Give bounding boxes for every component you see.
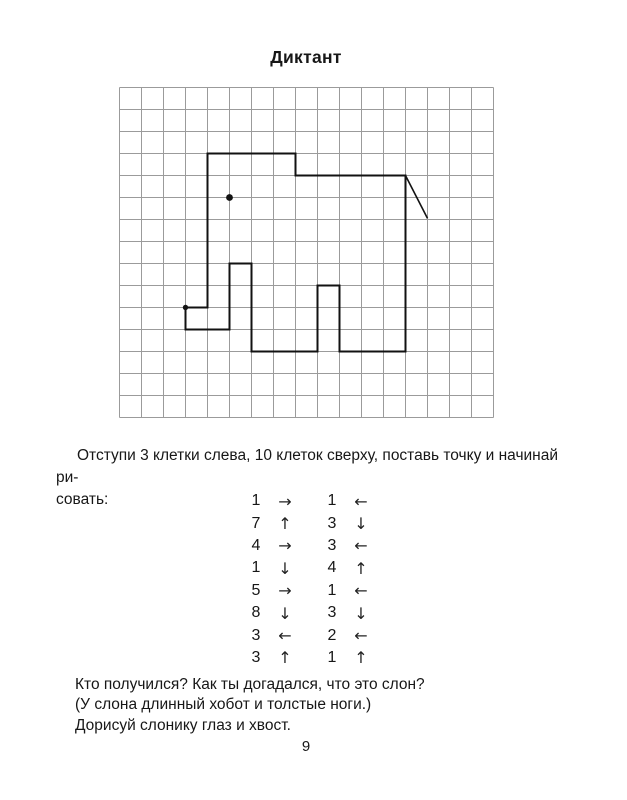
questions-block <box>75 675 425 736</box>
page-number: 9 <box>301 738 311 755</box>
step-count: 2 <box>327 626 337 644</box>
step-count: 3 <box>251 626 261 644</box>
arrow-left-icon: ← <box>354 491 368 511</box>
dictation-step-row <box>243 624 377 646</box>
arrow-down-icon: ↓ <box>354 603 368 623</box>
intro-line-2: совать: <box>56 491 109 508</box>
arrow-right-icon: → <box>278 536 292 556</box>
arrow-down-icon: ↓ <box>278 603 292 623</box>
step-count: 3 <box>251 648 261 666</box>
step-count: 1 <box>251 492 261 510</box>
step-count: 8 <box>251 604 261 622</box>
dictation-step-row <box>243 602 377 624</box>
step-count: 3 <box>327 604 337 622</box>
question-line-3: Дорисуй слонику глаз и хвост. <box>75 716 291 734</box>
step-count: 4 <box>327 559 337 577</box>
question-line-2: (У слона длинный хобот и толстые ноги.) <box>75 696 372 714</box>
arrow-left-icon: ← <box>354 581 368 601</box>
intro-line-1: Отступи 3 клетки слева, 10 клеток сверху, поставь точку и начинай ри- <box>56 447 559 486</box>
dictation-step-row <box>243 647 377 669</box>
drawing-grid-area <box>119 87 494 423</box>
dictation-step-row <box>243 580 377 602</box>
arrow-down-icon: ↓ <box>354 514 368 534</box>
dictation-step-row <box>243 535 377 557</box>
arrow-left-icon: ← <box>354 626 368 646</box>
step-count: 1 <box>327 648 337 666</box>
arrow-up-icon: ↑ <box>354 558 368 578</box>
dictation-steps <box>243 490 377 669</box>
step-count: 5 <box>251 581 261 599</box>
dictation-step-row <box>243 490 377 512</box>
step-count: 1 <box>327 492 337 510</box>
step-count: 1 <box>251 559 261 577</box>
step-count: 4 <box>251 536 261 554</box>
arrow-up-icon: ↑ <box>278 648 292 668</box>
arrow-right-icon: → <box>278 581 292 601</box>
grid-lines <box>120 88 494 418</box>
page-title: Диктант <box>270 47 342 67</box>
arrow-left-icon: ← <box>278 626 292 646</box>
arrow-up-icon: ↑ <box>278 514 292 534</box>
step-count: 1 <box>327 581 337 599</box>
dictation-step-row <box>243 557 377 579</box>
start-point-dot <box>183 305 188 310</box>
step-count: 3 <box>327 514 337 532</box>
elephant-eye-dot <box>226 194 233 201</box>
arrow-right-icon: → <box>278 491 292 511</box>
arrow-left-icon: ← <box>354 536 368 556</box>
arrow-up-icon: ↑ <box>354 648 368 668</box>
step-count: 7 <box>251 514 261 532</box>
arrow-down-icon: ↓ <box>278 558 292 578</box>
question-line-1: Кто получился? Как ты догадался, что это слон? <box>75 676 425 693</box>
step-count: 3 <box>327 536 337 554</box>
dictation-step-row <box>243 512 377 534</box>
dictation-grid-svg <box>119 87 494 418</box>
elephant-tail-line <box>406 176 428 219</box>
